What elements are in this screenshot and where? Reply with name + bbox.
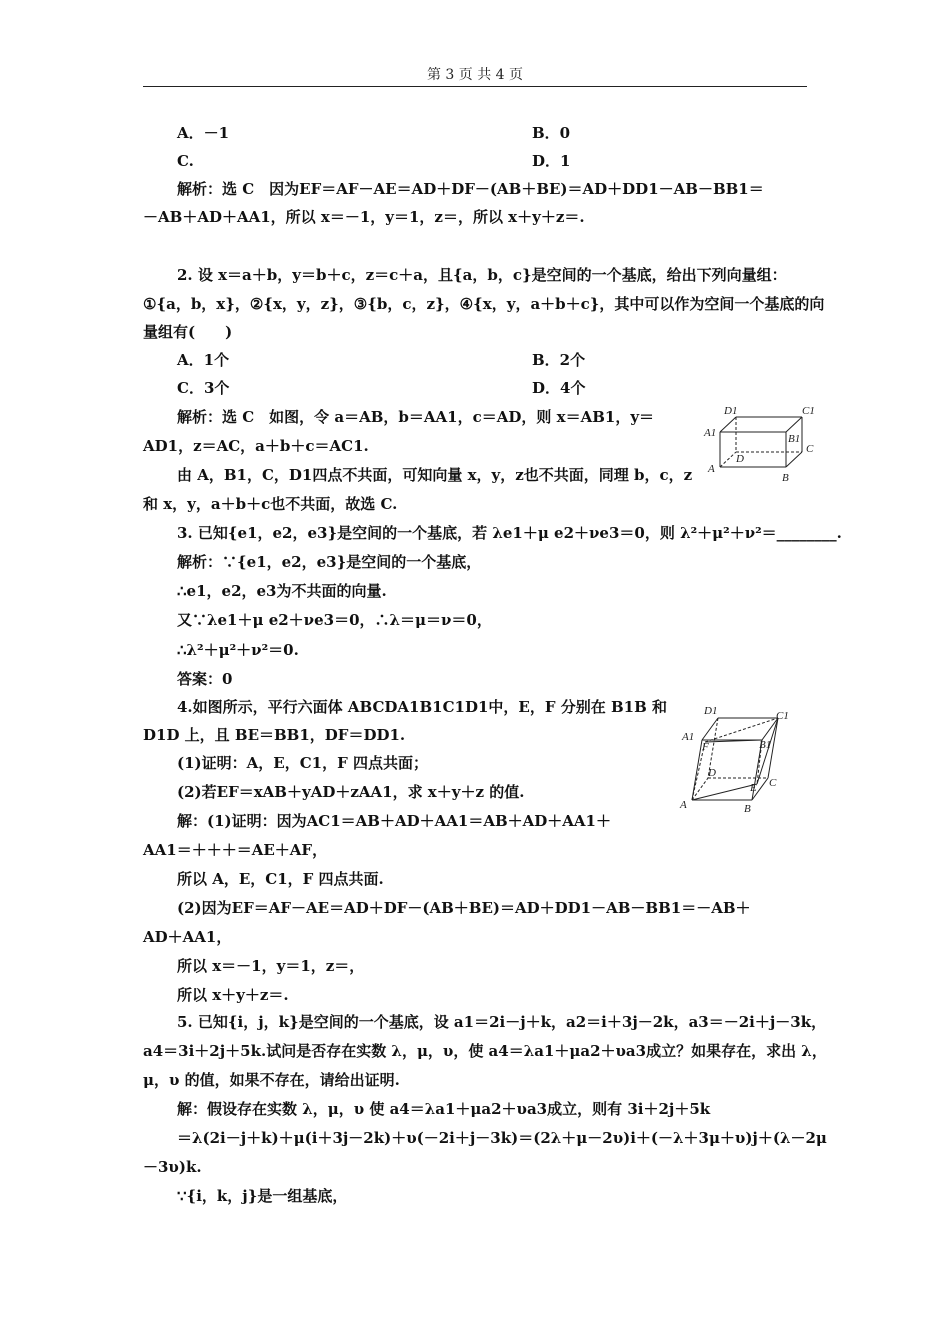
text-line: A．－1: [177, 124, 230, 142]
text-line: 解析：选 C 如图，令 a＝AB，b＝AA1，c＝AD，则 x＝AB1，y＝: [177, 408, 655, 426]
text-line: AD1，z＝AC，a＋b＋c＝AC1.: [143, 437, 369, 455]
fig1-label: A: [708, 463, 715, 475]
text-line: 又∵λe1＋μ e2＋νe3＝0，∴λ＝μ＝ν＝0，: [177, 611, 492, 629]
text-line: AA1＝＋＋＋＝AE＋AF，: [143, 841, 328, 859]
fig1-label: B: [782, 472, 789, 484]
fig1-label: D1: [724, 405, 738, 417]
text-line: 所以 x＋y＋z＝.: [177, 986, 289, 1004]
text-line: 量组有( ): [143, 323, 233, 341]
text-line: D．4个: [532, 379, 586, 397]
fig1-label: C: [806, 443, 814, 455]
text-line: 2. 设 x＝a＋b，y＝b＋c，z＝c＋a，且{a，b，c}是空间的一个基底，给出下列向量组：: [177, 266, 787, 284]
text-line: B．0: [532, 124, 571, 142]
text-line: ∵{i，k，j}是一组基底，: [177, 1187, 348, 1205]
fig2-label: A1: [682, 731, 695, 743]
fig1-label: A1: [704, 427, 717, 439]
fig2-label: B: [744, 803, 751, 815]
text-line: B．2个: [532, 351, 586, 369]
text-line: －3υ)k.: [143, 1158, 202, 1176]
text-line: 解：假设存在实数 λ，μ，υ 使 a4＝λa1＋μa2＋υa3成立，则有 3i＋2j＋5k: [177, 1100, 711, 1118]
text-line: ①{a，b，x}，②{x，y，z}，③{b，c，z}，④{x，y，a＋b＋c}，其中可以作为空间一个基底的向: [143, 295, 825, 313]
text-line: C．3个: [177, 379, 230, 397]
fig2-label: D1: [704, 705, 718, 717]
text-line: 4.如图所示，平行六面体 ABCDA1B1C1D1中，E，F 分别在 B1B 和: [177, 698, 667, 716]
fig2-label: D: [708, 767, 716, 779]
text-line: AD＋AA1，: [143, 928, 232, 946]
text-line: ＝λ(2i－j＋k)＋μ(i＋3j－2k)＋υ(－2i＋j－3k)＝(2λ＋μ－2υ)i＋(－λ＋3μ＋υ)j＋(λ－2μ: [177, 1129, 827, 1147]
text-line: A．1个: [177, 351, 230, 369]
fig1-label: D: [736, 453, 744, 465]
text-line: (2)因为EF＝AF－AE＝AD＋DF－(AB＋BE)＝AD＋DD1－AB－BB1＝－AB＋: [177, 899, 751, 917]
fig2-label: C: [769, 777, 777, 789]
fig1-label: B1: [788, 433, 801, 445]
fig1-label: C1: [802, 405, 815, 417]
header-rule: [143, 86, 807, 87]
text-line: 解析：选 C 因为EF＝AF－AE＝AD＋DF－(AB＋BE)＝AD＋DD1－AB－BB1＝: [177, 180, 764, 198]
text-line: 解析：∵{e1，e2，e3}是空间的一个基底，: [177, 553, 482, 571]
text-line: ∴e1，e2，e3为不共面的向量.: [177, 582, 387, 600]
text-line: (2)若EF＝xAB＋yAD＋zAA1，求 x＋y＋z 的值.: [177, 783, 525, 801]
text-line: 3. 已知{e1，e2，e3}是空间的一个基底，若 λe1＋μ e2＋νe3＝0，则 λ²＋μ²＋ν²＝________.: [177, 524, 842, 542]
text-line: 和 x，y，a＋b＋c也不共面，故选 C.: [143, 495, 398, 513]
fig2-label: B1: [759, 739, 772, 751]
text-line: 所以 A，E，C1，F 四点共面.: [177, 870, 384, 888]
text-line: 答案：0: [177, 670, 233, 688]
text-line: 5. 已知{i，j，k}是空间的一个基底，设 a1＝2i－j＋k，a2＝i＋3j－2k，a3＝－2i＋j－3k，: [177, 1013, 827, 1031]
text-line: C.: [177, 152, 194, 170]
text-line: 解：(1)证明：因为AC1＝AB＋AD＋AA1＝AB＋AD＋AA1＋: [177, 812, 611, 830]
text-line: ∴λ²＋μ²＋ν²＝0.: [177, 641, 299, 659]
fig2-label: A: [680, 799, 687, 811]
text-line: μ，υ 的值，如果不存在，请给出证明.: [143, 1071, 400, 1089]
text-line: (1)证明：A，E，C1，F 四点共面；: [177, 754, 428, 772]
text-line: 由 A，B1，C，D1四点不共面，可知向量 x，y，z也不共面，同理 b，c，z: [177, 466, 693, 484]
text-line: D1D 上，且 BE＝BB1，DF＝DD1.: [143, 726, 406, 744]
text-line: 所以 x＝－1，y＝1，z＝，: [177, 957, 365, 975]
text-line: －AB＋AD＋AA1，所以 x＝－1，y＝1，z＝，所以 x＋y＋z＝.: [143, 208, 585, 226]
fig2-label: C1: [776, 710, 789, 722]
fig2-label: F: [702, 741, 709, 753]
text-line: a4＝3i＋2j＋5k.试问是否存在实数 λ，μ，υ，使 a4＝λa1＋μa2＋υa3成立？如果存在，求出 λ，: [143, 1042, 827, 1060]
page-header: 第 3 页 共 4 页: [426, 67, 524, 83]
text-line: D．1: [532, 152, 571, 170]
fig2-label: E: [750, 782, 757, 794]
